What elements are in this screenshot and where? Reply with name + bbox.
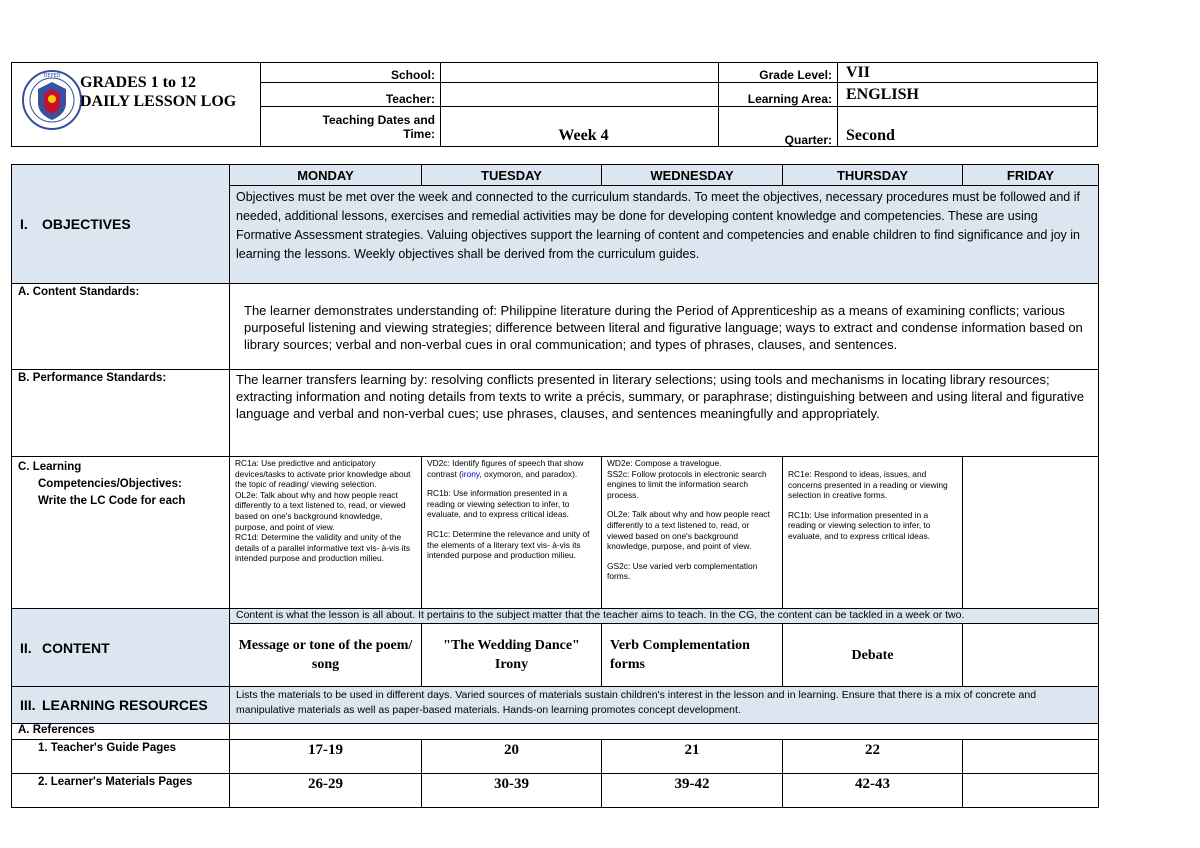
topic-friday bbox=[963, 624, 1099, 687]
school-field[interactable] bbox=[441, 63, 719, 83]
svg-text:DEPED: DEPED bbox=[43, 73, 61, 79]
topic-thursday: Debate bbox=[783, 624, 963, 687]
objectives-heading bbox=[12, 216, 229, 232]
lc-wednesday-1: WD2e: Compose a travelogue. bbox=[607, 458, 722, 468]
competencies-label bbox=[12, 457, 230, 609]
tg-pages-tuesday: 20 bbox=[422, 740, 602, 774]
content-note-row bbox=[12, 609, 1099, 624]
title-line-1: GRADES 1 to 12 bbox=[80, 74, 197, 91]
lm-pages-tuesday: 30-39 bbox=[422, 774, 602, 808]
content-section-cell bbox=[12, 609, 230, 687]
lc-tuesday-1-irony: irony bbox=[461, 468, 480, 479]
teachers-guide-label: 1. Teacher's Guide Pages bbox=[12, 740, 230, 774]
lc-wednesday-2: SS2c: Follow protocols in electronic search engines to limit the information search process. bbox=[607, 468, 767, 500]
lc-thursday-1: RC1e: Respond to ideas, issues, and concerns presented in a reading or viewing selection in creative forms. bbox=[788, 469, 948, 501]
log-title bbox=[80, 73, 236, 111]
competencies-label-line-1: C. Learning bbox=[18, 461, 82, 473]
teaching-dates-label bbox=[261, 107, 441, 147]
teacher-label: Teacher: bbox=[261, 83, 441, 107]
content-note: Content is what the lesson is all about. It pertains to the subject matter that the teacher aims to teach. In the CG, the content can be tackled in a week or two. bbox=[230, 609, 1099, 624]
lm-pages-monday: 26-29 bbox=[230, 774, 422, 808]
content-number: II. bbox=[20, 639, 32, 656]
dates-label-line-2: Time: bbox=[403, 127, 435, 141]
lc-monday-2: OL2e: Talk about why and how people react differently to a text listened to, read, or viewed based on one's background knowledge, purpose, and point of view. bbox=[235, 489, 406, 532]
topic-tuesday-line-1: "The Wedding Dance" bbox=[443, 638, 580, 653]
topic-monday: Message or tone of the poem/ song bbox=[230, 624, 422, 687]
header-table bbox=[11, 62, 1098, 147]
lc-monday-1: RC1a: Use predictive and anticipatory devices/tasks to activate prior knowledge about the topic of reading/ viewing selection. bbox=[235, 458, 411, 490]
resources-row bbox=[12, 687, 1099, 724]
lc-tuesday-1-c: , oxymoron, and paradox). bbox=[479, 468, 578, 479]
learners-materials-label: 2. Learner's Materials Pages bbox=[12, 774, 230, 808]
learning-area-field[interactable]: ENGLISH bbox=[838, 83, 1098, 107]
quarter-label: Quarter: bbox=[719, 107, 838, 147]
objectives-note: Objectives must be met over the week and connected to the curriculum standards. To meet the objectives, necessary procedures must be followed and if needed, additional lessons, exercises and remedial activities may be done for developing content knowledge and competencies. These are using Formative Assessment strategies. Valuing objectives support the learning of content and competencies and enable children to find significance and joy in learning the lessons. Weekly objectives shall be derived from the curriculum guides. bbox=[230, 186, 1099, 284]
competencies-thursday bbox=[783, 457, 963, 609]
resources-section-cell bbox=[12, 687, 230, 724]
day-thursday: THURSDAY bbox=[783, 165, 963, 186]
lc-tuesday-3: RC1c: Determine the relevance and unity of the elements of a literary text vis- à-vis its intended purpose and production milieu. bbox=[427, 528, 590, 561]
day-monday: MONDAY bbox=[230, 165, 422, 186]
learning-area-label: Learning Area: bbox=[719, 83, 838, 107]
tg-pages-thursday: 22 bbox=[783, 740, 963, 774]
performance-standards-text: The learner transfers learning by: resolving conflicts presented in literary selections; using tools and mechanisms in locating library resources; extracting information and noting details from texts to write a précis, summary, or paraphrase; distinguishing between and using literal and figurative language and verbal and non-verbal cues; use phrases, clauses, and sentences meaningfully and appropriately. bbox=[230, 370, 1099, 457]
school-label: School: bbox=[261, 63, 441, 83]
topic-tuesday-line-2: Irony bbox=[494, 657, 529, 672]
topic-wednesday: Verb Complementation forms bbox=[602, 624, 783, 687]
objectives-label: OBJECTIVES bbox=[42, 216, 131, 232]
learners-materials-row bbox=[12, 774, 1099, 808]
title-line-2: DAILY LESSON LOG bbox=[80, 93, 237, 110]
deped-seal-icon bbox=[21, 69, 83, 131]
resources-label: LEARNING RESOURCES bbox=[42, 697, 208, 713]
day-tuesday: TUESDAY bbox=[422, 165, 602, 186]
competencies-monday bbox=[230, 457, 422, 609]
references-cell bbox=[230, 724, 1099, 740]
grade-level-label: Grade Level: bbox=[719, 63, 838, 83]
teaching-dates-field[interactable]: Week 4 bbox=[441, 107, 719, 147]
tg-pages-friday bbox=[963, 740, 1099, 774]
references-row bbox=[12, 724, 1099, 740]
content-standards-text: The learner demonstrates understanding of: Philippine literature during the Period of Apprenticeship as a means of examining conflicts; various purposeful listening and viewing strategies; difference between literal and figurative language; ways to extract and condense information based on library sources; verbal and non-verbal cues in oral communication; and types of phrases, clauses, and sentences. bbox=[230, 284, 1099, 370]
content-label: CONTENT bbox=[42, 639, 110, 656]
resources-number: III. bbox=[20, 697, 36, 713]
lc-tuesday-2: RC1b: Use information presented in a reading or viewing selection to infer, to evaluate, and to express critical ideas. bbox=[427, 488, 570, 520]
grade-level-field[interactable]: VII bbox=[838, 63, 1098, 83]
competencies-tuesday bbox=[422, 457, 602, 609]
lesson-log-table bbox=[11, 164, 1099, 808]
tg-pages-monday: 17-19 bbox=[230, 740, 422, 774]
competencies-label-line-2: Competencies/Objectives: bbox=[38, 478, 182, 490]
teachers-guide-row bbox=[12, 740, 1099, 774]
day-friday: FRIDAY bbox=[963, 165, 1099, 186]
objectives-number: I. bbox=[20, 216, 28, 232]
competencies-label-line-3: Write the LC Code for each bbox=[38, 495, 186, 507]
competencies-friday bbox=[963, 457, 1099, 609]
performance-standards-label: B. Performance Standards: bbox=[12, 370, 230, 457]
lc-tuesday-1-a: VD2c: Identify figures of speech that show contrast ( bbox=[427, 458, 584, 479]
lc-wednesday-4: GS2c: Use varied verb complementation forms. bbox=[607, 560, 758, 582]
content-standards-label: A. Content Standards: bbox=[12, 284, 230, 370]
competencies-row bbox=[12, 457, 1099, 609]
tg-pages-wednesday: 21 bbox=[602, 740, 783, 774]
lc-wednesday-3: OL2e: Talk about why and how people react differently to a text listened to, read, or viewed based on one's background knowledge, purpose, and point of view. bbox=[607, 509, 770, 552]
dates-label-line-1: Teaching Dates and bbox=[322, 113, 435, 127]
quarter-field[interactable]: Second bbox=[846, 127, 895, 144]
topic-tuesday bbox=[422, 624, 602, 687]
performance-standards-row bbox=[12, 370, 1099, 457]
logo-cell bbox=[12, 63, 261, 147]
lm-pages-thursday: 42-43 bbox=[783, 774, 963, 808]
resources-heading bbox=[12, 697, 229, 713]
days-header-row bbox=[12, 165, 1099, 186]
day-wednesday: WEDNESDAY bbox=[602, 165, 783, 186]
content-heading bbox=[12, 640, 229, 656]
objectives-section-cell bbox=[12, 165, 230, 284]
resources-note: Lists the materials to be used in different days. Varied sources of materials sustain children's interest in the lesson and in learning. Ensure that there is a mix of concrete and manipulative materials as well as paper-based materials. Hands-on learning promotes concept development. bbox=[230, 687, 1099, 724]
lm-pages-friday bbox=[963, 774, 1099, 808]
lm-pages-wednesday: 39-42 bbox=[602, 774, 783, 808]
competencies-wednesday bbox=[602, 457, 783, 609]
teacher-field[interactable] bbox=[441, 83, 719, 107]
references-label: A. References bbox=[12, 724, 230, 740]
lc-thursday-2: RC1b: Use information presented in a reading or viewing selection to infer, to evaluate, and to express critical ideas. bbox=[788, 509, 931, 541]
lc-tuesday-1 bbox=[427, 458, 596, 479]
lc-monday-3: RC1d: Determine the validity and unity of the details of a parallel informative text vis- à-vis its intended purpose and production milieu. bbox=[235, 532, 411, 564]
content-standards-row bbox=[12, 284, 1099, 370]
